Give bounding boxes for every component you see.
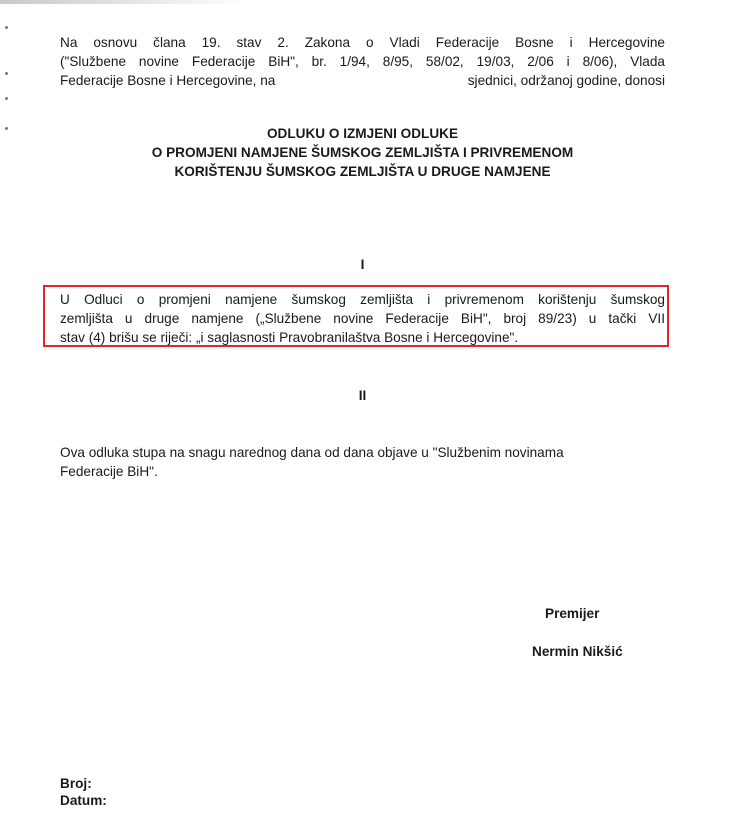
title-line: O PROMJENI NAMJENE ŠUMSKOG ZEMLJIŠTA I PRIVREMENOM	[151, 145, 574, 160]
title-line: KORIŠTENJU ŠUMSKOG ZEMLJIŠTA U DRUGE NAMJENE	[174, 164, 551, 179]
paragraph-line: zemljišta u druge namjene („Službene novine Federacije BiH", broj 89/23) u tački VII	[60, 311, 665, 326]
signature-name: Nermin Nikšić	[532, 644, 623, 659]
paragraph-line: U Odluci o promjeni namjene šumskog zemljišta i privremenom korištenju šumskog	[60, 292, 665, 307]
preamble-line: ("Službene novine Federacije BiH", br. 1/94, 8/95, 58/02, 19/03, 2/06 i 8/06), Vlada	[60, 54, 665, 69]
section-number-1: I	[360, 257, 365, 272]
broj-label: Broj:	[60, 776, 92, 791]
preamble-line-left: Federacije Bosne i Hercegovine, na	[60, 73, 276, 88]
preamble-paragraph	[60, 33, 665, 90]
margin-mark	[5, 72, 8, 75]
datum-label: Datum:	[60, 793, 107, 808]
document-title	[60, 124, 665, 181]
preamble-line	[60, 71, 665, 90]
paragraph-line: Ova odluka stupa na snagu narednog dana od dana objave u "Službenim novinama	[60, 445, 564, 460]
section-2-paragraph	[60, 443, 665, 481]
section-1-paragraph	[60, 290, 665, 347]
preamble-line: Na osnovu člana 19. stav 2. Zakona o Vladi Federacije Bosne i Hercegovine	[60, 35, 665, 50]
margin-mark	[5, 26, 8, 29]
scan-edge-shadow	[0, 0, 250, 4]
paragraph-line: stav (4) brišu se riječi: „i saglasnosti Pravobranilaštva Bosne i Hercegovine".	[60, 330, 519, 345]
section-number-2: II	[358, 388, 367, 403]
signature-role: Premijer	[545, 606, 600, 621]
margin-mark	[5, 97, 8, 100]
paragraph-line: Federacije BiH".	[60, 464, 158, 479]
preamble-line-right: sjednici, održanoj godine, donosi	[467, 73, 665, 88]
title-line: ODLUKU O IZMJENI ODLUKE	[266, 126, 459, 141]
margin-mark	[5, 127, 8, 130]
